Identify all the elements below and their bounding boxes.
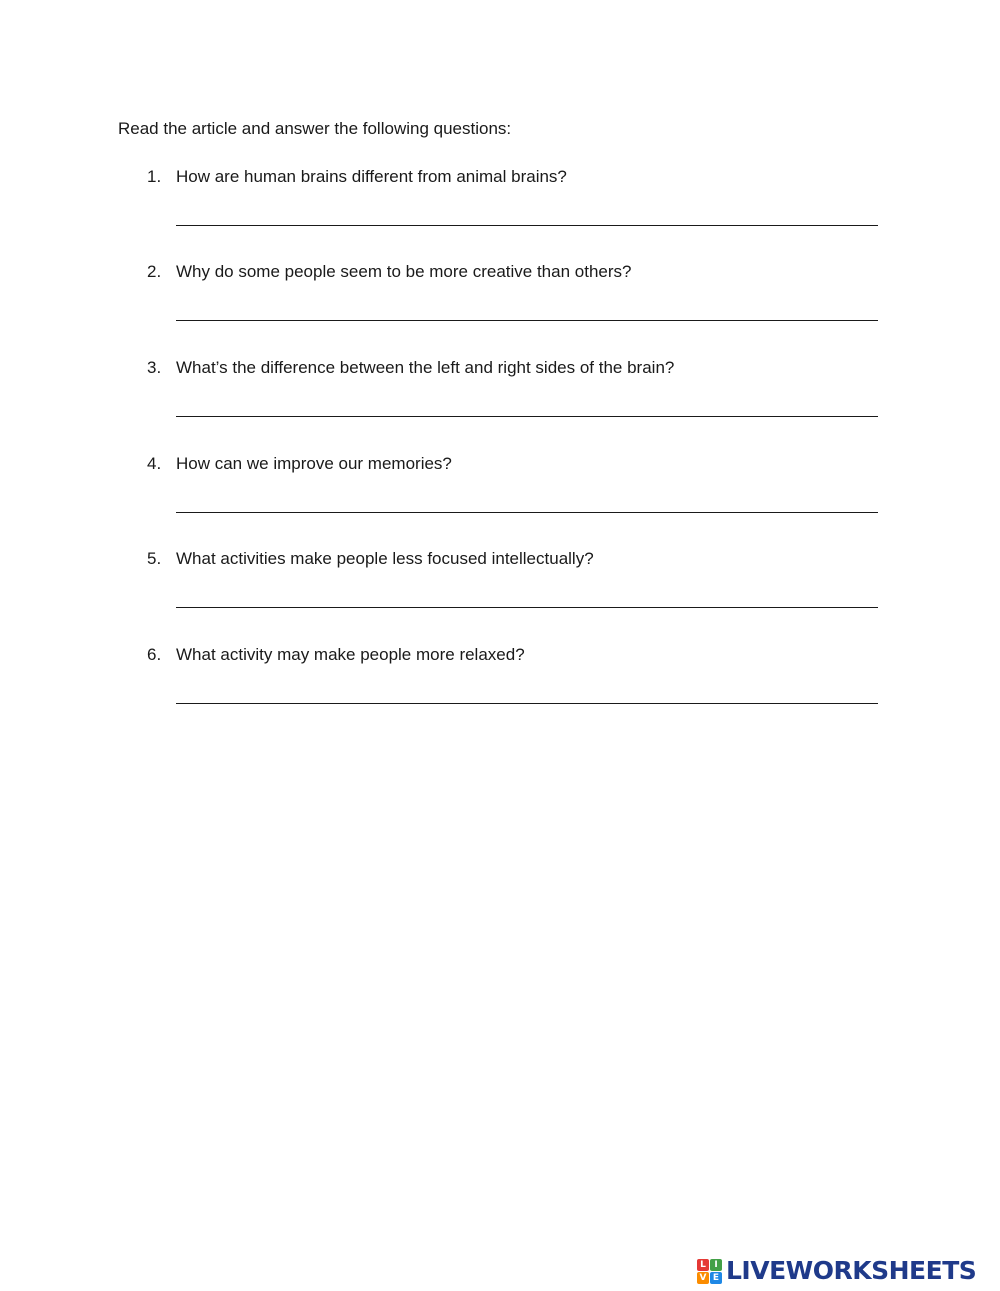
- answer-field-2[interactable]: [176, 320, 878, 321]
- brand-name: LIVEWORKSHEETS: [726, 1256, 977, 1285]
- answer-field-3[interactable]: [176, 416, 878, 417]
- question-text: What activities make people less focused intellectually?: [176, 549, 594, 568]
- question-number: 5.: [147, 549, 162, 568]
- liveworksheets-brand: [697, 1256, 976, 1286]
- answer-field-5[interactable]: [176, 607, 878, 608]
- answer-field-4[interactable]: [176, 512, 878, 513]
- question-number: 2.: [147, 262, 162, 281]
- liveworksheets-logo-icon: [697, 1259, 722, 1284]
- question-number: 6.: [147, 645, 162, 664]
- question-item-1: [0, 167, 1000, 257]
- question-text: How are human brains different from animal brains?: [176, 167, 567, 186]
- question-text: How can we improve our memories?: [176, 454, 452, 473]
- logo-letter: E: [710, 1272, 722, 1284]
- logo-letter: L: [697, 1259, 709, 1271]
- question-text: What’s the difference between the left and right sides of the brain?: [176, 358, 675, 377]
- question-item-3: [0, 358, 1000, 448]
- question-text: What activity may make people more relaxed?: [176, 645, 525, 664]
- answer-field-1[interactable]: [176, 225, 878, 226]
- question-number: 4.: [147, 454, 162, 473]
- question-item-2: [0, 262, 1000, 352]
- answer-field-6[interactable]: [176, 703, 878, 704]
- question-text: Why do some people seem to be more creative than others?: [176, 262, 632, 281]
- question-item-4: [0, 454, 1000, 544]
- question-item-6: [0, 645, 1000, 735]
- logo-letter: I: [710, 1259, 722, 1271]
- question-number: 3.: [147, 358, 162, 377]
- question-item-5: [0, 549, 1000, 639]
- question-number: 1.: [147, 167, 162, 186]
- logo-letter: V: [697, 1272, 709, 1284]
- instructions-text: Read the article and answer the following questions:: [118, 119, 512, 138]
